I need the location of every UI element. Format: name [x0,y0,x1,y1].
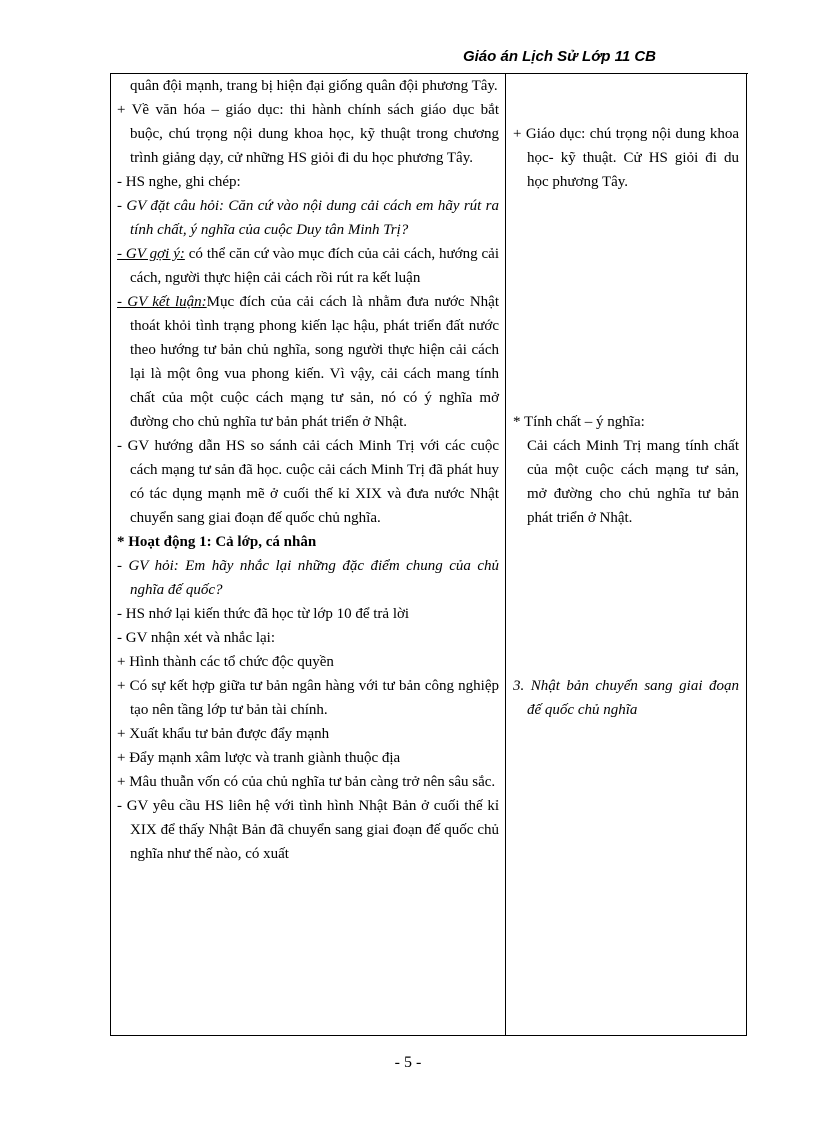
spacer [513,74,739,122]
text-paragraph: - HS nghe, ghi chép: [117,174,241,190]
text-paragraph: + Về văn hóa – giáo dục: thi hành chính sách giáo dục bắt buộc, chú trọng nội dung khoa học, kỹ thuật trong chương trình giảng dạy, cử những HS giỏi đi du học phương Tây. [117,102,499,166]
section-heading: 3. Nhật bản chuyển sang giai đoạn đế quốc chủ nghĩa [513,678,739,718]
question-paragraph: - GV hỏi: Em hãy nhắc lại những đặc điểm chung của chủ nghĩa đế quốc? [117,558,499,598]
text-paragraph: - GV nhận xét và nhắc lại: [117,630,276,646]
lesson-table [110,74,747,1036]
list-item: + Mâu thuẫn vốn có của chủ nghĩa tư bản càng trở nên sâu sắc. [117,774,496,790]
conclusion-label: - GV kết luận: [117,294,207,310]
list-item: + Hình thành các tổ chức độc quyền [117,654,334,670]
list-item: + Xuất khẩu tư bản được đẩy mạnh [117,726,330,742]
text-paragraph: - HS nhớ lại kiến thức đã học từ lớp 10 để trả lời [117,606,410,622]
content-notes-column [513,74,739,722]
hint-paragraph [117,242,499,290]
list-item: + Đẩy mạnh xâm lược và tranh giành thuộc địa [117,750,401,766]
list-item: + Có sự kết hợp giữa tư bản ngân hàng với tư bản công nghiệp tạo nên tầng lớp tư bản tài chính. [117,678,499,718]
note-paragraph: + Giáo dục: chú trọng nội dung khoa học- kỹ thuật. Cử HS giỏi đi du học phương Tây. [513,126,739,190]
hint-text: có thể căn cứ vào mục đích của cải cách, hướng cải cách, người thực hiện cải cách rồi rút ra kết luận [130,246,499,286]
conclusion-paragraph [117,290,499,434]
text-paragraph: quân đội mạnh, trang bị hiện đại giống quân đội phương Tây. [130,78,498,94]
teaching-activities-column [117,74,499,866]
activity-heading: * Hoạt động 1: Cả lớp, cá nhân [117,534,317,550]
note-heading: * Tính chất – ý nghĩa: [513,414,645,430]
conclusion-text: Mục đích của cải cách là nhằm đưa nước Nhật thoát khỏi tình trạng phong kiến lạc hậu, phát triển đất nước theo hướng tư bản chủ nghĩa, song người thực hiện cải cách lại là một ông vua phong kiến. Vì vậy, cải cách mang tính chất của một cuộc cách mạng tư sản, nó có ý nghĩa mở đường cho chủ nghĩa tư bản phát triển ở Nhật. [130,294,499,430]
note-paragraph: Cải cách Minh Trị mang tính chất của một cuộc cách mạng tư sản, mở đường cho chủ nghĩa tư bản phát triển ở Nhật. [527,438,739,526]
spacer [513,530,739,674]
question-paragraph: - GV đặt câu hỏi: Căn cứ vào nội dung cải cách em hãy rút ra tính chất, ý nghĩa của cuộc Duy tân Minh Trị? [117,198,499,238]
page-number: - 5 - [394,1054,422,1071]
text-paragraph: - GV yêu cầu HS liên hệ với tình hình Nhật Bản ở cuối thế kỉ XIX để thấy Nhật Bản đã chuyển sang giai đoạn đế quốc chủ nghĩa như thế nào, có xuất [117,798,499,862]
hint-label: - GV gợi ý: [117,246,185,262]
column-divider [505,74,506,1035]
spacer [513,194,739,410]
text-paragraph: - GV hướng dẫn HS so sánh cải cách Minh Trị với các cuộc cách mạng tư sản đã học. cuộc cải cách Minh Trị đã phát huy có tác dụng mạnh mẽ ở cuối thế kỉ XIX và đưa nước Nhật chuyển sang giai đoạn đế quốc chủ nghĩa. [117,438,499,526]
page-header-title: Giáo án Lịch Sử Lớp 11 CB [462,48,656,65]
